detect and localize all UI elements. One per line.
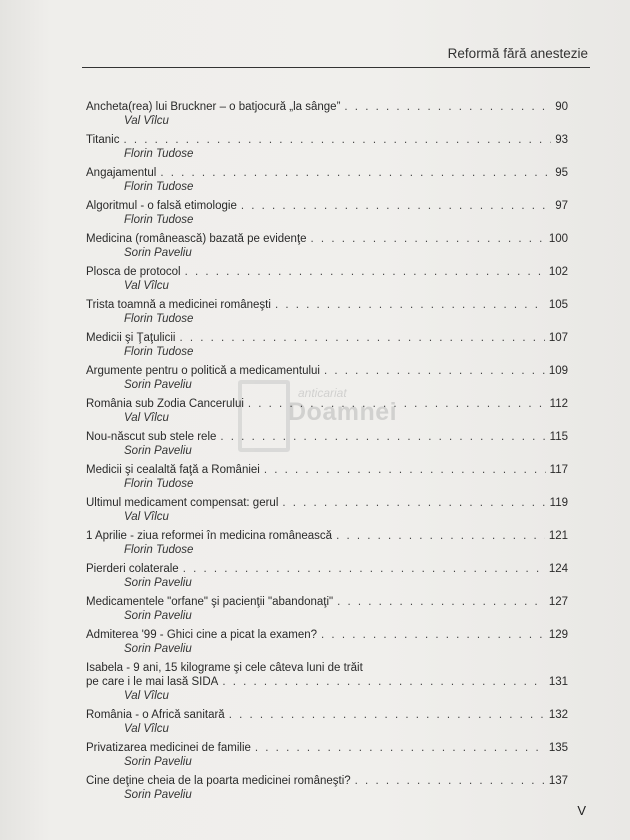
toc-title-line: [86, 133, 568, 147]
toc-entry: [86, 774, 568, 802]
page-number: V: [577, 803, 586, 818]
toc-page-number: 107: [548, 332, 568, 344]
toc-title-line: [86, 397, 568, 411]
toc-page-number: 115: [549, 431, 568, 443]
watermark-line2: Doamnei: [288, 398, 398, 426]
toc-entry: [86, 166, 568, 194]
toc-leader-dots: [222, 675, 545, 689]
toc-title: Nou-născut sub stele rele: [86, 431, 217, 443]
toc-entry: [86, 364, 568, 392]
toc-leader-dots: [160, 166, 551, 180]
toc-leader-dots: [241, 199, 551, 213]
toc-title: Medicamentele "orfane" şi pacienţii "abandonaţi": [86, 596, 334, 608]
toc-author: Val Vîlcu: [124, 723, 169, 735]
toc-author: Sorin Paveliu: [124, 445, 192, 457]
toc-title: Medicii şi cealaltă faţă a României: [86, 464, 260, 476]
toc-title: 1 Aprilie - ziua reformei în medicina românească: [86, 530, 333, 542]
toc-title: Medicii şi Ţaţulicii: [86, 332, 176, 344]
toc-page-number: 124: [548, 563, 568, 575]
toc-title: România - o Africă sanitară: [86, 709, 225, 721]
toc-page-number: 121: [548, 530, 568, 542]
toc-leader-dots: [336, 529, 545, 543]
toc-page-number: 105: [548, 299, 568, 311]
toc-page-number: 93: [555, 134, 568, 146]
toc-title: Admiterea '99 - Ghici cine a picat la examen?: [86, 629, 318, 641]
toc-title: Ultimul medicament compensat: gerul: [86, 497, 279, 509]
toc-author: Sorin Paveliu: [124, 789, 192, 801]
toc-leader-dots: [355, 774, 545, 788]
toc-author: Sorin Paveliu: [124, 643, 192, 655]
toc-title-line: [86, 562, 568, 576]
toc-title-line: [86, 496, 568, 510]
toc-title-line: [86, 774, 568, 788]
toc-page-number: 97: [555, 200, 568, 212]
toc-author: Florin Tudose: [124, 214, 194, 226]
toc-leader-dots: [275, 298, 545, 312]
toc-entry: [86, 708, 568, 736]
toc-title-line: [86, 430, 568, 444]
toc-leader-dots: [264, 463, 546, 477]
toc-title-line: [86, 463, 568, 477]
toc-author: Sorin Paveliu: [124, 379, 192, 391]
toc-title: Algoritmul - o falsă etimologie: [86, 200, 237, 212]
toc-leader-dots: [282, 496, 545, 510]
toc-page-number: 90: [555, 101, 568, 113]
toc-title: Ancheta(rea) lui Bruckner – o batjocură „la sânge”: [86, 101, 341, 113]
toc-author: Florin Tudose: [124, 181, 194, 193]
toc-page-number: 102: [548, 266, 568, 278]
table-of-contents: [86, 100, 568, 802]
toc-title-line: [86, 364, 568, 378]
toc-title-line: [86, 331, 568, 345]
toc-title-line: [86, 628, 568, 642]
toc-page-number: 135: [548, 742, 568, 754]
toc-entry: [86, 265, 568, 293]
toc-title: Angajamentul: [86, 167, 157, 179]
toc-author: Florin Tudose: [124, 544, 194, 556]
toc-leader-dots: [344, 100, 551, 114]
toc-entry: [86, 298, 568, 326]
toc-author: Val Vîlcu: [124, 280, 169, 292]
toc-author: Florin Tudose: [124, 346, 194, 358]
toc-title-line: [86, 166, 568, 180]
toc-entry: [86, 741, 568, 769]
toc-entry: [86, 100, 568, 128]
toc-page-number: 129: [548, 629, 568, 641]
toc-entry: [86, 628, 568, 656]
toc-title-line: [86, 675, 568, 689]
watermark-line1: anticariat: [298, 386, 347, 400]
toc-title-line: [86, 232, 568, 246]
toc-entry: [86, 430, 568, 458]
toc-page-number: 132: [548, 709, 568, 721]
toc-entry: [86, 331, 568, 359]
toc-title: Medicina (românească) bazată pe evidenţe: [86, 233, 307, 245]
toc-page-number: 95: [555, 167, 568, 179]
toc-title-first-line: Isabela - 9 ani, 15 kilograme şi cele câteva luni de trăit: [86, 662, 363, 674]
toc-title: Cine deţine cheia de la poarta medicinei româneşti?: [86, 775, 351, 787]
toc-title: Trista toamnă a medicinei româneşti: [86, 299, 271, 311]
toc-leader-dots: [324, 364, 545, 378]
toc-title: pe care i le mai lasă SIDA: [86, 676, 219, 688]
toc-page-number: 100: [548, 233, 568, 245]
toc-entry: [86, 133, 568, 161]
toc-author: Florin Tudose: [124, 478, 194, 490]
toc-title: Argumente pentru o politică a medicamentului: [86, 365, 320, 377]
toc-title: Privatizarea medicinei de familie: [86, 742, 251, 754]
running-title: Reformă fără anestezie: [447, 46, 588, 61]
toc-title: România sub Zodia Cancerului: [86, 398, 244, 410]
toc-title-line: [86, 199, 568, 213]
toc-author: Val Vîlcu: [124, 690, 169, 702]
toc-page-number: 137: [548, 775, 568, 787]
toc-title-line: [86, 529, 568, 543]
toc-title: Plosca de protocol: [86, 266, 181, 278]
toc-page-number: 117: [549, 464, 568, 476]
toc-entry: [86, 463, 568, 491]
toc-page-number: 109: [548, 365, 568, 377]
toc-leader-dots: [248, 397, 546, 411]
toc-author: Sorin Paveliu: [124, 756, 192, 768]
toc-entry: [86, 496, 568, 524]
toc-page-number: 112: [549, 398, 568, 410]
toc-leader-dots: [220, 430, 545, 444]
toc-author: Sorin Paveliu: [124, 577, 192, 589]
toc-entry: [86, 397, 568, 425]
toc-title-line: [86, 595, 568, 609]
toc-leader-dots: [229, 708, 545, 722]
toc-leader-dots: [123, 133, 551, 147]
toc-page-number: 119: [549, 497, 568, 509]
toc-leader-dots: [183, 562, 545, 576]
toc-title: Pierderi colaterale: [86, 563, 179, 575]
toc-entry: [86, 199, 568, 227]
toc-entry: [86, 595, 568, 623]
toc-page-number: 127: [548, 596, 568, 608]
toc-entry: [86, 529, 568, 557]
toc-title-line: [86, 741, 568, 755]
toc-author: Val Vîlcu: [124, 115, 169, 127]
toc-author: Florin Tudose: [124, 313, 194, 325]
toc-title: Titanic: [86, 134, 120, 146]
toc-author: Florin Tudose: [124, 148, 194, 160]
toc-title-line: [86, 265, 568, 279]
header-rule: [82, 67, 590, 68]
toc-leader-dots: [321, 628, 545, 642]
toc-author: Val Vîlcu: [124, 412, 169, 424]
toc-entry: [86, 562, 568, 590]
toc-author: Sorin Paveliu: [124, 247, 192, 259]
toc-title-line: [86, 708, 568, 722]
toc-entry: [86, 232, 568, 260]
toc-author: Sorin Paveliu: [124, 610, 192, 622]
toc-title-line: [86, 100, 568, 114]
toc-page-number: 131: [548, 676, 568, 688]
toc-leader-dots: [185, 265, 545, 279]
toc-title-line: [86, 298, 568, 312]
toc-leader-dots: [337, 595, 545, 609]
toc-author: Val Vîlcu: [124, 511, 169, 523]
toc-leader-dots: [179, 331, 544, 345]
toc-entry: [86, 661, 568, 703]
toc-leader-dots: [311, 232, 545, 246]
toc-leader-dots: [255, 741, 545, 755]
